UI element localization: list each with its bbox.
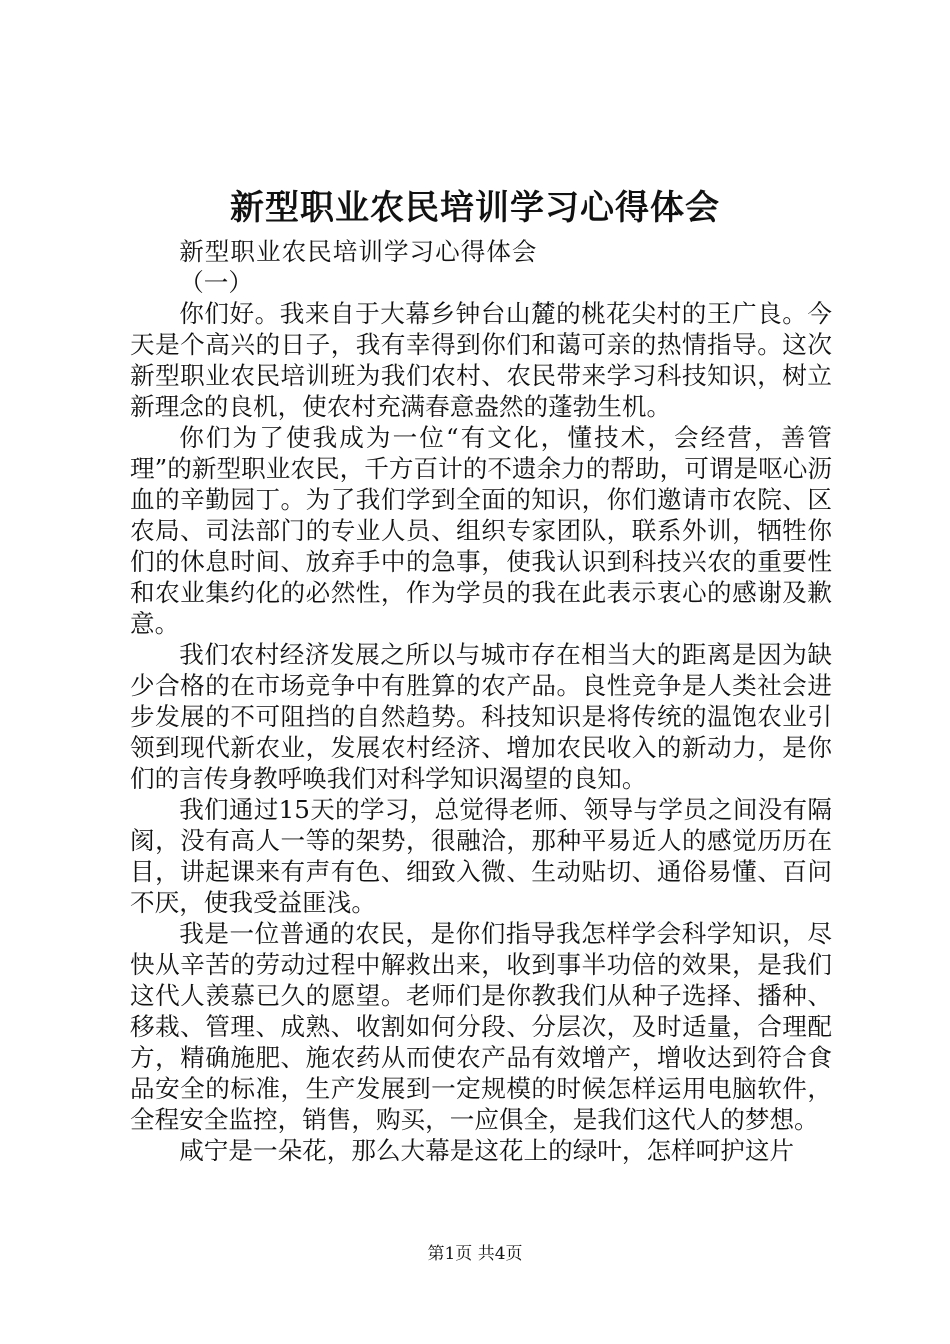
paragraph: 我们农村经济发展之所以与城市存在相当大的距离是因为缺少合格的在市场竞争中有胜算的农产品。良性竞争是人类社会进步发展的不可阻挡的自然趋势。科技知识是将传统的温饱农业引领到现代新农业，发展农村经济、增加农民收入的新动力，是你们的言传身教呼唤我们对科学知识渴望的良知。: [130, 640, 832, 793]
section-number: （一）: [179, 268, 253, 297]
document-subtitle: 新型职业农民培训学习心得体会: [179, 237, 538, 266]
paragraph: 你们好。我来自于大幕乡钟台山麓的桃花尖村的王广良。今天是个高兴的日子，我有幸得到你们和蔼可亲的热情指导。这次新型职业农民培训班为我们农村、农民带来学习科技知识，树立新理念的良机，使农村充满春意盎然的蓬勃生机。: [130, 299, 832, 421]
document-title: 新型职业农民培训学习心得体会: [230, 188, 720, 228]
paragraph: 你们为了使我成为一位“有文化，懂技术，会经营，善管理”的新型职业农民，千方百计的不遗余力的帮助，可谓是呕心沥血的辛勤园丁。为了我们学到全面的知识，你们邀请市农院、区农局、司法部门的专业人员、组织专家团队，联系外训，牺牲你们的休息时间、放弃手中的急事，使我认识到科技兴农的重要性和农业集约化的必然性，作为学员的我在此表示衷心的感谢及歉意。: [130, 423, 832, 638]
paragraph: 咸宁是一朵花，那么大幕是这花上的绿叶，怎样呵护这片: [179, 1136, 795, 1165]
page-number-footer: 第1页 共4页: [427, 1244, 523, 1264]
paragraph: 我们通过15天的学习，总觉得老师、领导与学员之间没有隔阂，没有高人一等的架势，很融洽，那种平易近人的感觉历历在目，讲起课来有声有色、细致入微、生动贴切、通俗易懂、百问不厌，使我受益匪浅。: [130, 795, 832, 917]
document-body: [130, 236, 832, 1166]
paragraph: 我是一位普通的农民，是你们指导我怎样学会科学知识，尽快从辛苦的劳动过程中解救出来，收到事半功倍的效果，是我们这代人羡慕已久的愿望。老师们是你教我们从种子选择、播种、移栽、管理、成熟、收割如何分段、分层次，及时适量，合理配方，精确施肥、施农药从而使农产品有效增产，增收达到符合食品安全的标准，生产发展到一定规模的时候怎样运用电脑软件，全程安全监控，销售，购买，一应俱全，是我们这代人的梦想。: [130, 919, 832, 1134]
